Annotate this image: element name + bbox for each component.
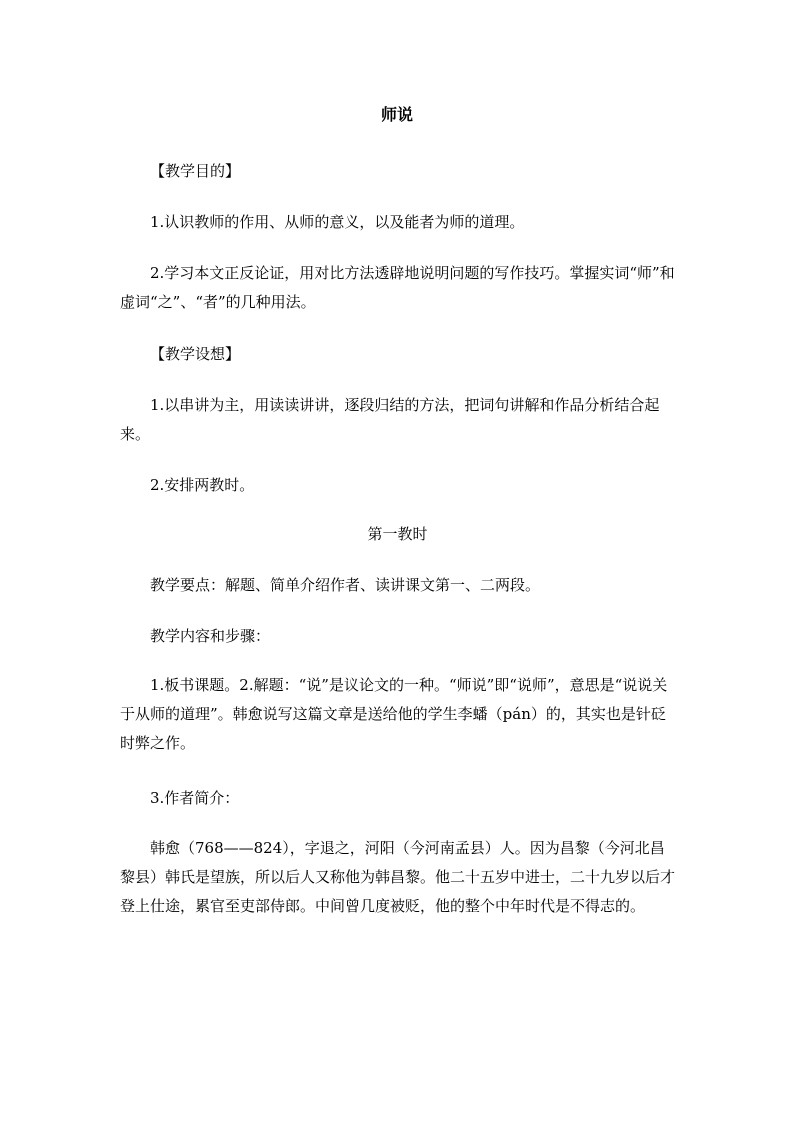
objectives-heading: 【教学目的】 <box>150 162 241 180</box>
key-points-paragraph: 教学要点：解题、简单介绍作者、读讲课文第一、二两段。 <box>150 576 541 594</box>
author-intro-paragraph: 韩愈（768——824），字退之，河阳（今河南孟县）人。因为昌黎（今河北昌黎县）韩氏是望族，所以后人又称他为韩昌黎。他二十五岁中进士，二十九岁以后才登上仕途，累官至吏部侍郎。中间曾几度被贬，他的整个中年时代是不得志的。 <box>120 839 676 915</box>
content-steps-heading: 教学内容和步骤： <box>150 627 271 645</box>
steps-1-2-paragraph: 1.板书课题。2.解题：“说”是议论文的一种。“师说”即“说师”，意思是“说说关于从师的道理”。韩愈说写这篇文章是送给他的学生李蟠（pán）的，其实也是针砭时弊之作。 <box>120 676 668 752</box>
design-1-paragraph: 1.以串讲为主，用读读讲讲，逐段归结的方法，把词句讲解和作品分析结合起来。 <box>120 396 660 443</box>
design-2-paragraph: 2.安排两教时。 <box>150 476 255 494</box>
step-3-heading: 3.作者简介： <box>150 789 240 807</box>
lesson-title: 第一教时 <box>367 525 428 543</box>
objective-2-paragraph: 2.学习本文正反论证，用对比方法透辟地说明问题的写作技巧。掌握实词“师”和虚词“之”、“者”的几种用法。 <box>120 264 675 311</box>
objective-1-paragraph: 1.认识教师的作用、从师的意义，以及能者为师的道理。 <box>150 213 525 231</box>
document-title: 师说 <box>380 105 413 124</box>
design-heading: 【教学设想】 <box>150 345 241 363</box>
